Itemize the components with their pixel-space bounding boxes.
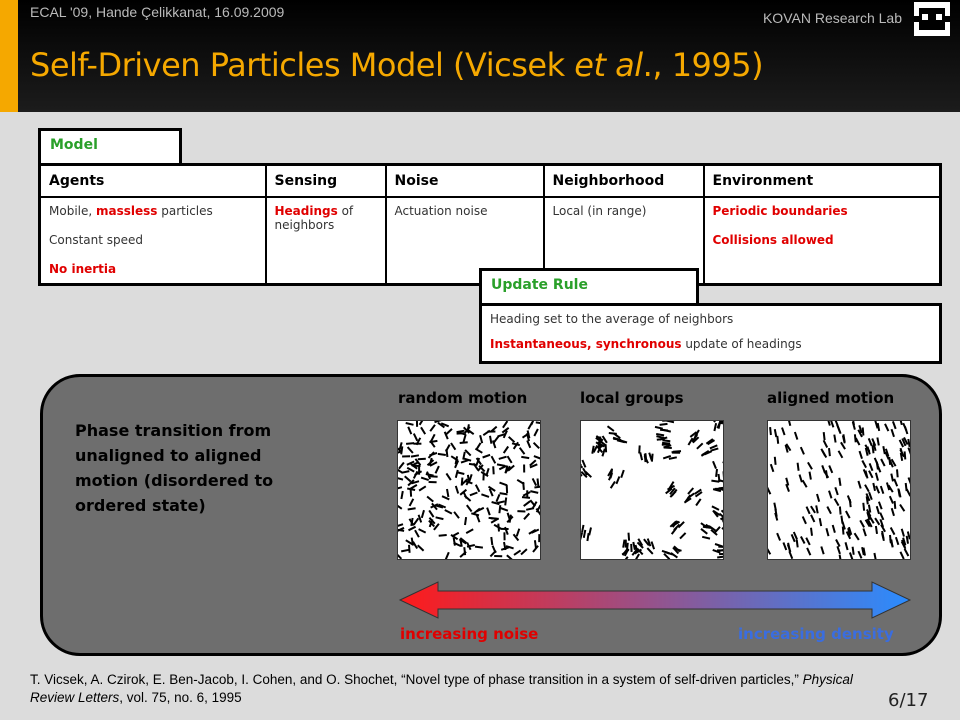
col-neighborhood: Neighborhood xyxy=(544,165,704,198)
model-header-row xyxy=(40,165,941,198)
reference-citation: T. Vicsek, A. Czirok, E. Ben-Jacob, I. Cohen, and O. Shochet, “Novel type of phase transition in a system of self-driven particles,” Physical Review Letters, vol. 75, no. 6, 1995 xyxy=(30,672,853,705)
aligned-motion-image xyxy=(767,420,911,560)
label-aligned-motion: aligned motion xyxy=(767,389,895,407)
header-bar xyxy=(0,0,960,112)
random-motion-image xyxy=(397,420,541,560)
local-groups-image xyxy=(580,420,724,560)
model-tab: Model xyxy=(38,128,182,166)
col-environment: Environment xyxy=(704,165,941,198)
sensing-cell: Headings of neighbors xyxy=(266,197,386,285)
lab-name: KOVAN Research Lab xyxy=(762,10,902,26)
update-rule-box: Heading set to the average of neighbors Instantaneous, synchronous update of headings xyxy=(479,303,942,364)
accent-bar xyxy=(0,0,18,112)
label-random-motion: random motion xyxy=(398,389,528,407)
noise-cell: Actuation noise xyxy=(386,197,544,285)
event-info: ECAL '09, Hande Çelikkanat, 16.09.2009 xyxy=(30,4,285,20)
col-sensing: Sensing xyxy=(266,165,386,198)
page-number: 6/17 xyxy=(888,690,929,711)
increasing-density-label: increasing density xyxy=(738,625,894,643)
increasing-noise-label: increasing noise xyxy=(400,625,539,643)
double-arrow-icon xyxy=(398,580,912,620)
kovan-logo-icon xyxy=(912,0,952,38)
slide-title: Self-Driven Particles Model (Vicsek et al., 1995) xyxy=(30,46,764,84)
environment-cell: Periodic boundaries Collisions allowed xyxy=(704,197,941,285)
update-rule-tab: Update Rule xyxy=(479,268,699,306)
label-local-groups: local groups xyxy=(580,389,684,407)
col-noise: Noise xyxy=(386,165,544,198)
neighborhood-cell: Local (in range) xyxy=(544,197,704,285)
agents-cell: Mobile, massless particles Constant speed No inertia xyxy=(40,197,266,285)
phase-description: Phase transition from unaligned to aligned motion (disordered to ordered state) xyxy=(75,421,274,515)
col-agents: Agents xyxy=(40,165,266,198)
